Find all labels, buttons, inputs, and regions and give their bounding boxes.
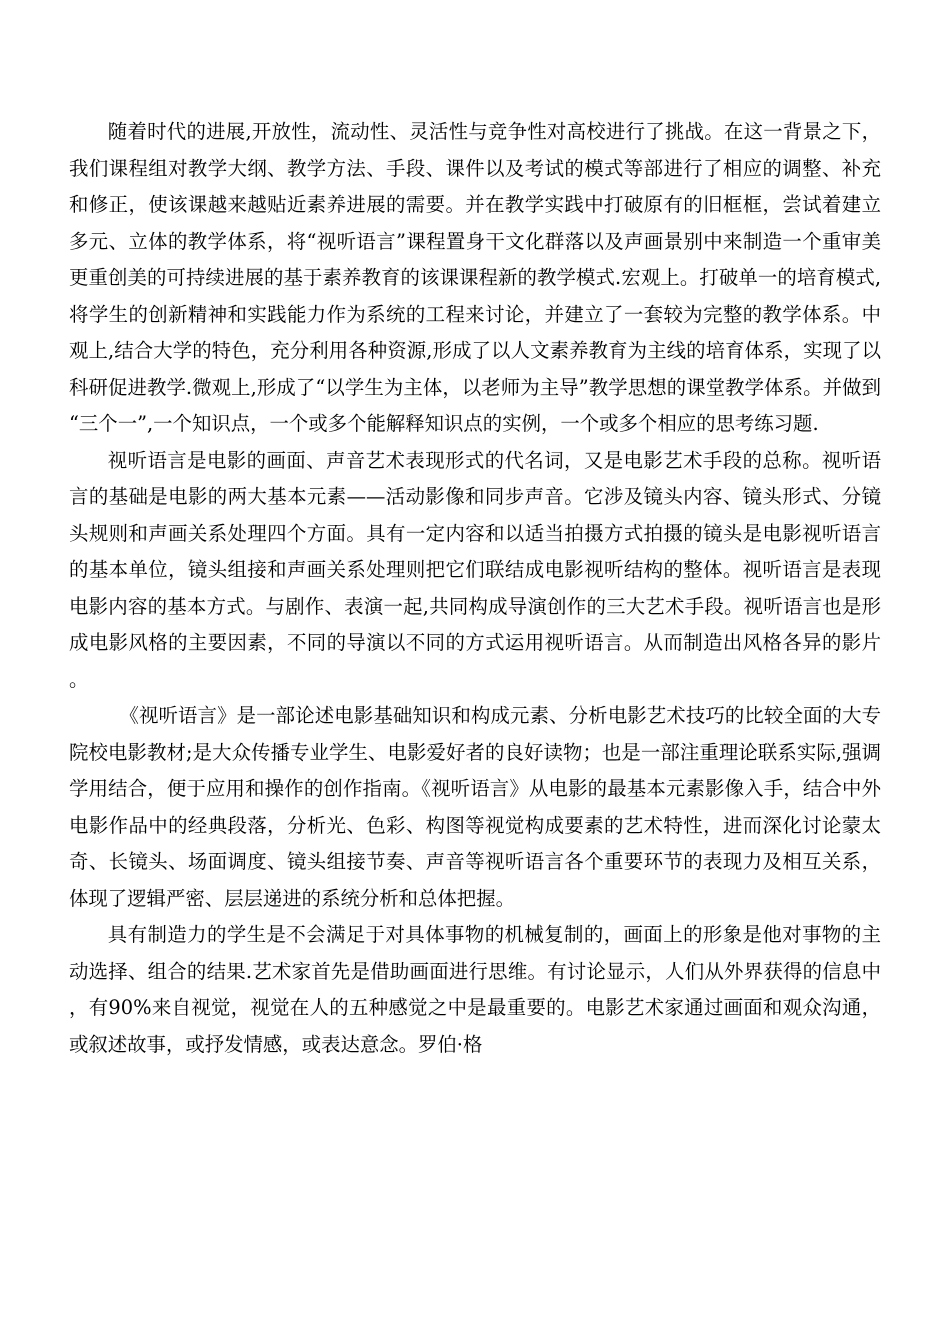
document-page <box>69 114 881 1063</box>
paragraph-textbook-description: 《视听语言》是一部论述电影基础知识和构成元素、分析电影艺术技巧的比较全面的大专院校电影教材;是大众传播专业学生、电影爱好者的良好读物；也是一部注重理论联系实际,强调学用结合，便于应用和操作的创作指南。《视听语言》从电影的最基本元素影像入手，结合中外电影作品中的经典段落，分析光、色彩、构图等视觉构成要素的艺术特性，进而深化讨论蒙太奇、长镜头、场面调度、镜头组接节奏、声音等视听语言各个重要环节的表现力及相互关系，体现了逻辑严密、层层递进的系统分析和总体把握。 <box>69 704 881 910</box>
paragraph-creative-students: 具有制造力的学生是不会满足于对具体事物的机械复制的，画面上的形象是他对事物的主动选择、组合的结果.艺术家首先是借助画面进行思维。有讨论显示，人们从外界获得的信息中，有90%来自视觉，视觉在人的五种感觉之中是最重要的。电影艺术家通过画面和观众沟通，或叙述故事，或抒发情感，或表达意念。罗伯·格 <box>69 923 881 1056</box>
paragraph-teaching-reform: 随着时代的进展,开放性，流动性、灵活性与竞争性对高校进行了挑战。在这一背景之下，我们课程组对教学大纲、教学方法、手段、课件以及考试的模式等部进行了相应的调整、补充和修正，使该课越来越贴近素养进展的需要。并在教学实践中打破原有的旧框框，尝试着建立多元、立体的教学体系，将“视听语言”课程置身干文化群落以及声画景别中来制造一个重审美更重创美的可持续进展的基于素养教育的该课课程新的教学模式.宏观上。打破单一的培育模式,将学生的创新精神和实践能力作为系统的工程来讨论，并建立了一套较为完整的教学体系。中观上,结合大学的特色，充分利用各种资源,形成了以人文素养教育为主线的培育体系，实现了以科研促进教学.微观上,形成了“以学生为主体，以老师为主导”教学思想的课堂教学体系。并做到“三个一”,一个知识点，一个或多个能解释知识点的实例，一个或多个相应的思考练习题. <box>69 120 881 435</box>
paragraph-audiovisual-language-definition: 视听语言是电影的画面、声音艺术表现形式的代名词，又是电影艺术手段的总称。视听语言的基础是电影的两大基本元素——活动影像和同步声音。它涉及镜头内容、镜头形式、分镜头规则和声画关系处理四个方面。具有一定内容和以适当拍摄方式拍摄的镜头是电影视听语言的基本单位，镜头组接和声画关系处理则把它们联结成电影视听结构的整体。视听语言是表现电影内容的基本方式。与剧作、表演一起,共同构成导演创作的三大艺术手段。视听语言也是形成电影风格的主要因素，不同的导演以不同的方式运用视听语言。从而制造出风格各异的影片。 <box>69 448 881 691</box>
